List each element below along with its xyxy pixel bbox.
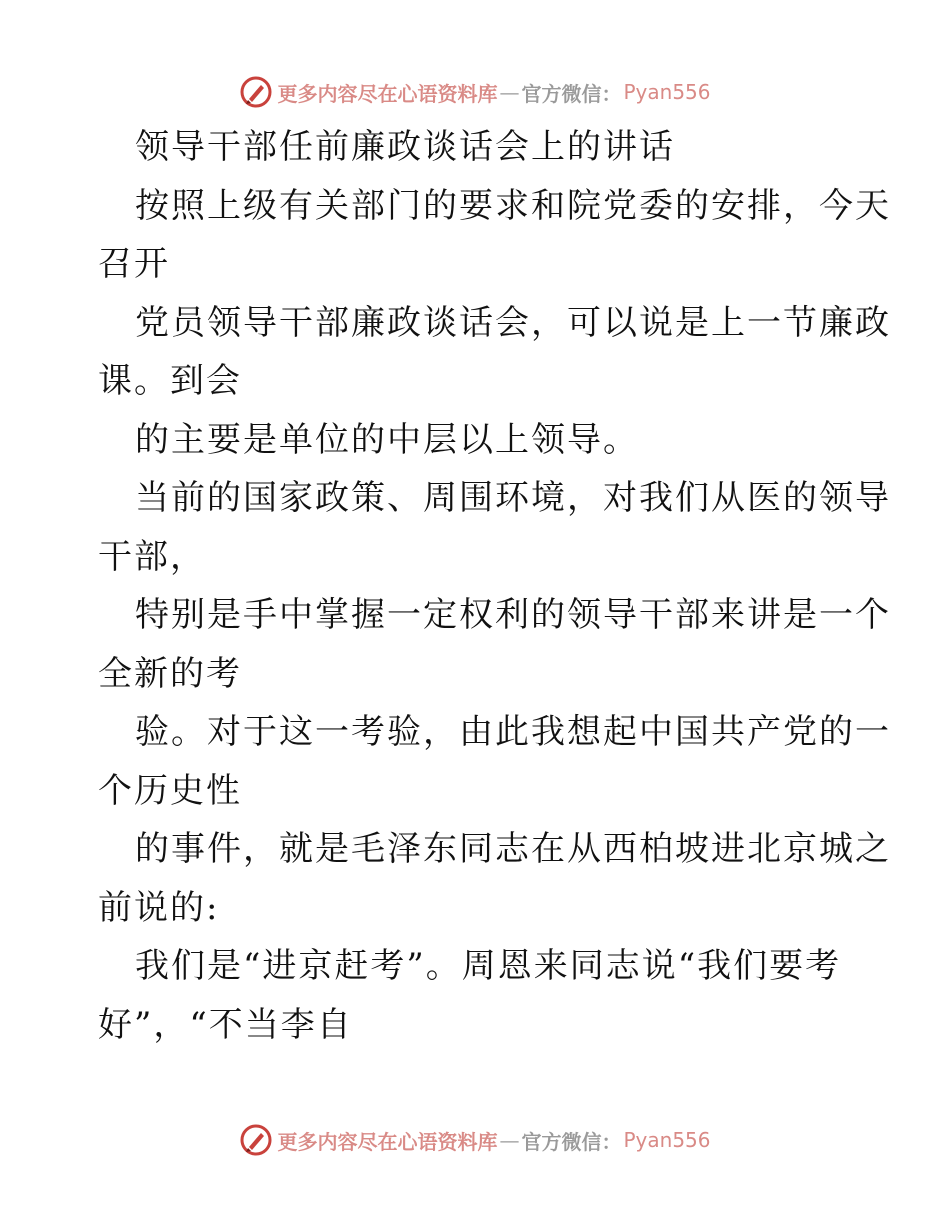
doc-line: 好”，“不当李自 (98, 1004, 353, 1045)
watermark-brand-text: 更多内容尽在心语资料库 (277, 1129, 498, 1154)
doc-line: 验。对于这一考验，由此我想起中国共产党的一 (135, 712, 891, 752)
doc-line: 全新的考 (98, 653, 242, 694)
doc-line: 的事件，就是毛泽东同志在从西柏坡进北京城之 (135, 829, 891, 869)
footer-watermark (0, 1120, 950, 1160)
doc-line: 前说的: (98, 887, 220, 928)
watermark-separator: — (499, 80, 520, 104)
pen-seal-logo-icon (239, 1123, 273, 1157)
doc-line: 个历史性 (98, 770, 242, 811)
watermark-brand-text: 更多内容尽在心语资料库 (277, 81, 498, 106)
pen-seal-logo-icon (239, 75, 273, 109)
doc-line: 召开 (98, 244, 170, 284)
header-watermark (0, 72, 950, 112)
watermark-contact-label: 官方微信： (521, 1129, 622, 1154)
doc-line: 领导干部任前廉政谈话会上的讲话 (135, 127, 675, 167)
document-body (98, 118, 891, 1054)
doc-line: 当前的国家政策、周围环境，对我们从医的领导 (135, 478, 891, 518)
doc-line: 党员领导干部廉政谈话会，可以说是上一节廉政 (135, 302, 891, 343)
watermark-separator: — (499, 1128, 520, 1152)
doc-line: 特别是手中掌握一定权利的领导干部来讲是一个 (135, 595, 891, 635)
doc-line: 的主要是单位的中层以上领导。 (135, 419, 639, 460)
watermark-contact-id: Pyan556 (623, 1128, 711, 1152)
doc-line: 按照上级有关部门的要求和院党委的安排，今天 (135, 185, 891, 226)
doc-line: 课。到会 (98, 361, 242, 401)
doc-line: 干部， (98, 536, 206, 577)
watermark-contact-label: 官方微信： (521, 81, 622, 106)
doc-line: 我们是“进京赶考”。周恩来同志说“我们要考 (135, 946, 842, 986)
watermark-contact-id: Pyan556 (623, 80, 711, 104)
